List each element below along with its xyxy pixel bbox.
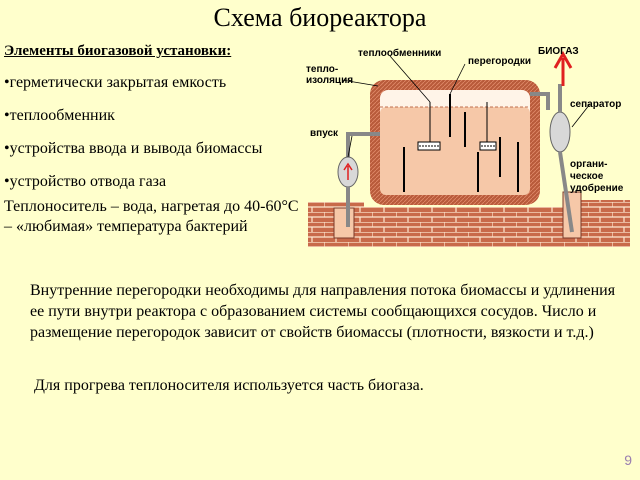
label-partitions: перегородки: [468, 56, 531, 67]
label-insulation-1: тепло-: [306, 64, 339, 75]
label-heat-exchangers: теплообменники: [358, 48, 442, 59]
heating-paragraph: Для прогрева теплоносителя используется часть биогаза.: [34, 377, 424, 394]
elements-heading: Элементы биогазовой установки:: [4, 43, 232, 59]
label-separator: сепаратор: [570, 99, 622, 110]
bullet-heat-exchanger: •теплообменник: [4, 107, 115, 124]
label-insulation-2: изоляция: [306, 75, 354, 86]
label-biogas: БИОГАЗ: [538, 46, 579, 57]
label-fertilizer-3: удобрение: [570, 183, 624, 194]
inlet-pit: [334, 208, 354, 238]
separator: [550, 112, 570, 152]
bioreactor-diagram: [300, 42, 635, 252]
label-fertilizer-1: органи-: [570, 159, 608, 170]
biogas-arrow: [555, 54, 571, 86]
partitions-paragraph: Внутренние перегородки необходимы для направления потока биомассы и удлинения ее пути внутри реактора с образованием системы сообщающихся сосудов. Число и размещение перегородок зависит от свойств биомассы (плотности, вязкости и т.д.): [30, 282, 616, 341]
bullet-sealed-tank: •герметически закрытая емкость: [4, 74, 227, 91]
brick-foundation: [364, 207, 564, 247]
coolant-text: Теплоноситель – вода, нагретая до 40-60°С – «любимая» температура бактерий: [4, 198, 299, 235]
slide-title: Схема биореактора: [213, 3, 427, 32]
label-fertilizer-2: ческое: [570, 171, 604, 182]
bullet-gas-outlet: •устройство отвода газа: [4, 173, 167, 190]
biomass-liquid: [380, 107, 530, 195]
page-number: 9: [624, 452, 632, 468]
bullet-biomass-io: •устройства ввода и вывода биомассы: [4, 140, 263, 157]
label-inlet: впуск: [310, 128, 339, 139]
